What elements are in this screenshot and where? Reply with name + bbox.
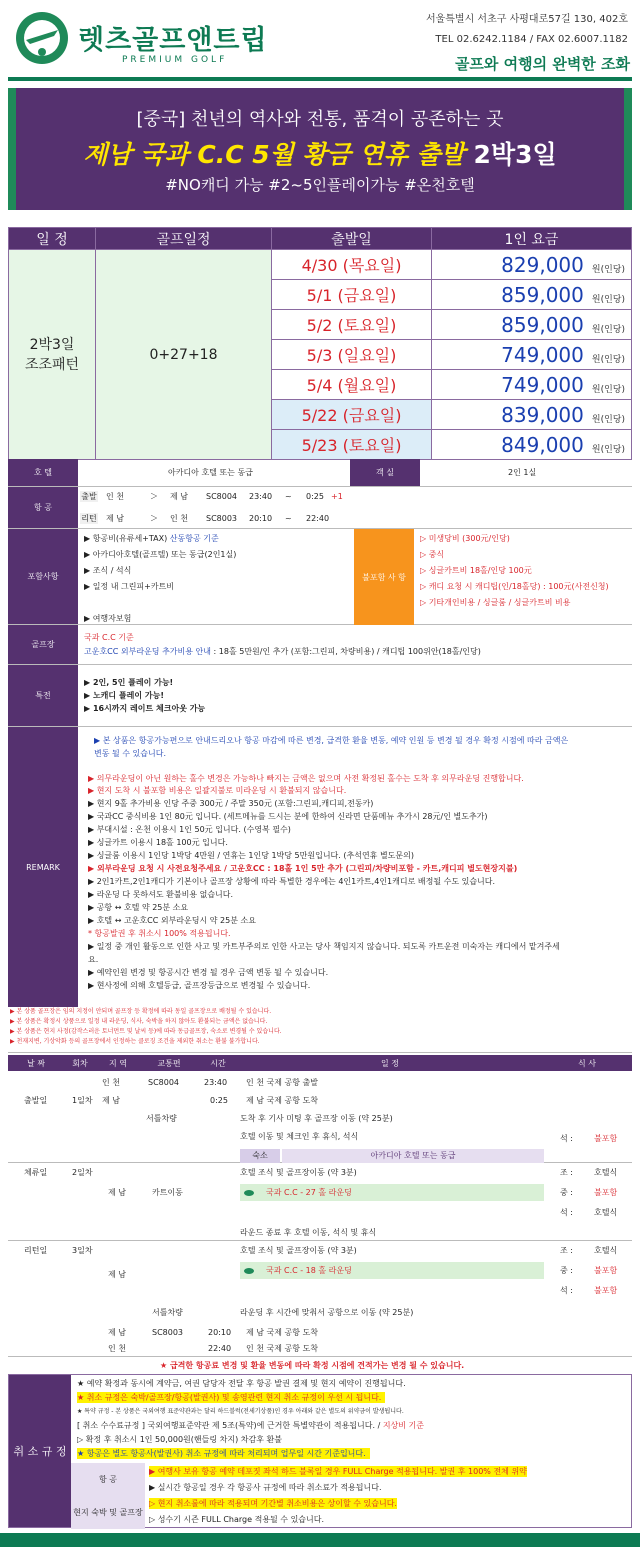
- price-cell: 849,000 원(인당): [432, 430, 632, 460]
- banner-title: 제남 국과 C.C 5월 황금 연휴 출발 2박3일: [83, 140, 557, 169]
- schedule-header: 날 짜 회차 지 역 교통편 시간 일 정 식 사: [8, 1055, 632, 1071]
- col-departure: 출발일: [272, 228, 432, 250]
- hotel-value: 아카디아 호텔 또는 동급: [168, 468, 253, 477]
- departure-date: 5/23 (토요일): [272, 430, 432, 460]
- day2-block: 체류일 2일차 제 남 카트이동 호텔 조식 및 골프장이동 (약 3분) 국과 C.C - 27 홀 라운딩 라운드 종료 후 호텔 이동, 석식 및 휴식 조 : 호텔식 중 : 불포함 석 : 호텔식: [8, 1163, 632, 1241]
- flight-label: 항 공: [8, 487, 78, 528]
- benefit-label: 특전: [8, 665, 78, 726]
- day3-block: 리턴일 3일차 제 남 제 남 인 천 서틀차량 SC8003 20:10 22:40 호텔 조식 및 골프장이동 (약 3분) 국과 C.C - 18 홀 라운딩 라운딩 후 시간에 맞춰서 공항으로 이동 (약 25분) 제 남 국제 공항 도착 인 천 국제 공항 도착 조 : 호텔식 중 : 불포함 석 : 불포함: [8, 1241, 632, 1357]
- departure-date: 5/2 (토요일): [272, 310, 432, 340]
- include-label: 포함사항: [8, 529, 78, 624]
- room-value: 2인 1실: [508, 468, 537, 477]
- departure-date: 5/1 (금요일): [272, 280, 432, 310]
- price-cell: 749,000 원(인당): [432, 370, 632, 400]
- departure-date: 4/30 (목요일): [272, 250, 432, 280]
- price-cell: 859,000 원(인당): [432, 310, 632, 340]
- local-label: 현지 숙박 및 골프장: [71, 1495, 145, 1529]
- banner-tags: #NO캐디 가능 #2~5인플레이가능 #온천호텔: [165, 176, 475, 194]
- departure-date: 5/3 (일요일): [272, 340, 432, 370]
- course-label: 골프장: [8, 625, 78, 664]
- departure-date: 5/22 (금요일): [272, 400, 432, 430]
- header-divider: [8, 77, 632, 81]
- footer-bar: [0, 1533, 640, 1547]
- header: [0, 0, 640, 82]
- cancel-label: 취 소 규 정: [9, 1375, 71, 1527]
- room-label: 객 실: [350, 459, 420, 486]
- price-cell: 749,000 원(인당): [432, 340, 632, 370]
- price-change-notice: ★ 급격한 항공료 변경 및 환율 변동에 따라 확정 시점에 견적가는 변경 될 수 있습니다.: [160, 1361, 465, 1370]
- cancel-policy: 취 소 규 정 ★ 예약 확정과 동시에 계약금, 여권 담당자 전달 후 항공 발권 결제 및 현지 예약이 진행됩니다. ★ 취소 규정은 숙박/골프장/항공(발권사) 및 송영관련 현지 취소 규정이 우선 시 됩니다. ★ 특약 규정 - 본 상품은 국외여행 표준약관과는 달리 하드블럭(전세기상품)인 경우 아래와 같은 별도의 위약금이 발생됩니다. [ 취소 수수료규정 ] 국외여행표준약관 제 5조(특약)에 근거한 특별약관이 적용됩니다. / 지상비 기준 ▷ 확정 후 취소시 1인 50,000원(핸들링 차지) 차감후 환불 ★ 항공은 별도 항공사(발권사) 취소 규정에 따라 처리되며 업무일 시간 기준입니다. 항 공 ▶ 여행사 보유 항공 예약 데포짓 좌석 하드 블록일 경우 FULL Charge 적용됩니다. 발권 후 100% 전체 위약 ▶ 실시간 항공일 경우 각 항공사 규정에 따라 취소료가 적용됩니다. 현지 숙박 및 골프장 ▷ 현지 취소룰에 따라 적용되며 기간별 취소비용은 상이할 수 있습니다. ▷ 성수기 시즌 FULL Charge 적용될 수 있습니다.: [8, 1374, 632, 1528]
- benefit-row: 특전 ▶ 2인, 5인 플레이 가능! ▶ 노캐디 플레이 가능! ▶ 16시까지 레이트 체크아웃 가능: [8, 665, 632, 727]
- price-cell: 859,000 원(인당): [432, 280, 632, 310]
- col-price: 1인 요금: [432, 228, 632, 250]
- price-cell: 839,000 원(인당): [432, 400, 632, 430]
- day1-block: 출발일 1일차 인 천 제 남 SC8004 서틀차량 23:40 0:25 인 천 국제 공항 출발 제 남 국제 공항 도착 도착 후 기사 미팅 후 골프장 이동 (약 25분) 호텔 이동 및 체크인 후 휴식, 석식 숙소 아카디아 호텔 또는 동급 석 : 불포함: [8, 1073, 632, 1163]
- tel-fax: TEL 02.6242.1184 / FAX 02.6007.1182: [435, 34, 628, 45]
- golf-flag-icon: [244, 1268, 254, 1274]
- course-name: 국과 C.C 기준: [84, 633, 134, 642]
- remark-label: REMARK: [8, 727, 78, 1007]
- golf-schedule: 0+27+18: [96, 250, 272, 460]
- include-row: 포함사항 ▶ 항공비(유류세+TAX) 산동항공 기준 ▶ 아카디아호텔(골프텔) 또는 동급(2인1실) ▶ 조식 / 석식 ▶ 일정 내 그린피+카트비 ▶ 여행자보험 불포함 사 항 ▷ 미생당비 (300元/인당) ▷ 중식 ▷ 싱글카트비 18홀/인당 100元 ▷ 캐디 요청 시 캐디팁(인/18홀당) : 100元(사전신청) ▷ 기타개인비용 / 싱글룸 / 싱글카트비 비용: [8, 529, 632, 625]
- exclude-label: 불포함 사 항: [354, 529, 414, 625]
- contact-info: [426, 10, 628, 50]
- product-banner: [8, 88, 632, 210]
- golf-round-27: 국과 C.C - 27 홀 라운딩: [240, 1184, 544, 1201]
- col-schedule: 일 정: [9, 228, 96, 250]
- col-golf: 골프일정: [96, 228, 272, 250]
- hotel-row: [8, 459, 632, 487]
- golf-flag-icon: [244, 1190, 254, 1196]
- golf-round-18: 국과 C.C - 18 홀 라운딩: [240, 1262, 544, 1279]
- air-label: 항 공: [71, 1463, 145, 1495]
- brand-subtitle: PREMIUM GOLF: [122, 55, 228, 65]
- hotel-label: 호 텔: [8, 459, 78, 486]
- slogan: 골프와 여행의 완벽한 조화: [454, 55, 630, 73]
- schedule-pattern: 2박3일 조조패턴: [9, 250, 96, 460]
- departure-date: 5/4 (월요일): [272, 370, 432, 400]
- price-cell: 829,000 원(인당): [432, 250, 632, 280]
- address: 서울특별시 서초구 사평대로57길 130, 402호: [425, 14, 628, 25]
- brand-name: 렛츠골프앤트립: [78, 25, 268, 56]
- course-row: 골프장 국과 C.C 기준 고운호CC 외부라운딩 추가비용 안내 : 18홀 5만원/인 추가 (포함:그린피, 차량비용) / 캐디팁 100위안(18홀/인당): [8, 625, 632, 665]
- flight-row: 항 공 출발 인 천 ＞ 제 남 SC8004 23:40 ~ 0:25 +1 리턴 제 남 ＞ 인 천 SC8003 20:10 ~ 22:40: [8, 487, 632, 529]
- banner-line1: [중국] 천년의 역사와 전통, 품격이 공존하는 곳: [136, 109, 504, 130]
- price-table: [8, 227, 632, 460]
- golf-logo-icon: [14, 10, 70, 66]
- remark-row: REMARK ▶ 본 상품은 항공가능편으로 안내드리오나 항공 마감에 따른 변경, 급격한 환율 변동, 예약 인원 등 변경 될 경우 확정 시점에 따라 금액은 변동 될 수 있습니다. ▶ 의무라운딩이 아닌 원하는 홀수 변경은 가능하나 빠지는 금액은 없으며 사전 확정된 홀수는 도착 후 의무라운딩 진행합니다. ▶ 현지 도착 시 불포함 비용은 일괄지불로 미라운딩 시 환불되지 않습니다. ▶ 현지 9홀 추가비용 인당 주중 300元 / 주말 350元 (포함:그린피,캐디피,전동카) ▶ 국과CC 중식비용 1인 80元 입니다. (세트메뉴를 드시는 분에 한하여 신라면 단품메뉴 추가시 28元/인 별도추가) ▶ 부대시설 : 온천 이용시 1인 50元 입니다. (수영복 필수) ▶ 싱글카트 이용시 18홀 100元 입니다. ▶ 싱글룸 이용시 1인당 1박당 4만원 / 연휴는 1인당 1박당 5만원입니다. (추석연휴 별도문의) ▶ 외부라운딩 요청 시 사전요청주세요 / 고운호CC : 18홀 1인 5만 추가 (그린피/차량비포함 - 카트,캐디피 별도현장지불) ▶ 2인1카트,2인1캐디가 기본이나 골프장 상황에 따라 특별한 경우에는 4인1카트,4인1캐디로 배정될 수도 있습니다. ▶ 라운딩 다 못하셔도 환불비용 없습니다. ▶ 공항 ↔ 호텔 약 25분 소요 ▶ 호텔 ↔ 고운호CC 외부라운딩시 약 25분 소요 * 항공발권 후 취소시 100% 적용됩니다. ▶ 일정 중 개인 활동으로 인한 사고 및 카트부주의로 인한 사고는 당사 책임지지 않습니다. 되도록 카트운전 미숙자는 캐디에서 맡겨주세 요. ▶ 예약인원 변경 및 항공시간 변경 될 경우 금액 변동 될 수 있습니다. ▶ 현사정에 의해 호텔등급, 골프장등급으로 변경될 수 있습니다. ▶ 본 상품 골프장은 임의 지정이 안되며 골프장 등 확정에 따라 동일 골프장으로 배정될 수 있습니다. ▶ 본 상품은 확정시 상품으로 일정 내 라운딩, 식사, 숙박을 하지 않아도 환불되는 금액은 없습니다. ▶ 본 상품은 현지 사정(감작스러운 토너먼트 및 날씨 등)에 따라 동급골프장, 숙소로 변경될 수 있습니다. ▶ 천재지변, 기상악화 등의 골프장에서 인정하는 클로징 조건을 제외한 취소는 환불 불가합니다.: [8, 727, 632, 1053]
